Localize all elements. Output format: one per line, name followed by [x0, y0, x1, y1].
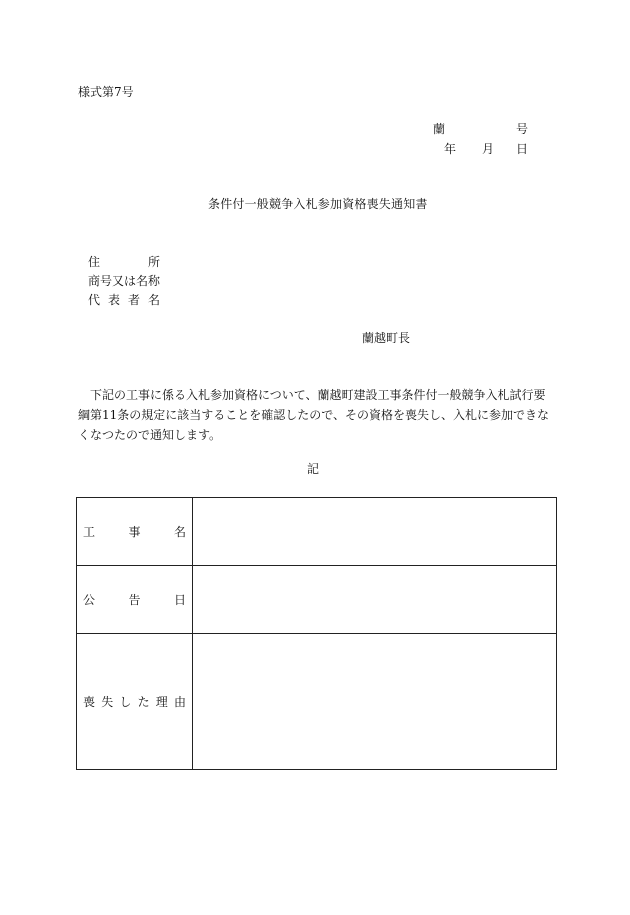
document-number-suffix: 号 [516, 122, 529, 136]
label-char: 喪 [83, 695, 96, 709]
issuer: 蘭越町長 [362, 331, 411, 345]
trade-name-label: 商号又は名称 [88, 274, 161, 288]
address-label [88, 256, 160, 268]
representative-label-char: 表 [107, 293, 120, 307]
label-char: 日 [173, 593, 186, 607]
ki-heading: 記 [307, 462, 320, 476]
address-label-char: 所 [147, 255, 160, 269]
form-number: 様式第7号 [78, 85, 134, 99]
date-month: 月 [482, 142, 495, 156]
label-char: 告 [128, 593, 141, 607]
table-row [77, 498, 557, 566]
notice-date-label [77, 566, 193, 634]
body-text: 下記の工事に係る入札参加資格について、蘭越町建設工事条件付一般競争入札試行要綱第11条の規定に該当することを確認したので、その資格を喪失し、入札に参加できなくなつたので通知します。 [78, 388, 550, 442]
label-char: 理 [155, 695, 168, 709]
construction-name-value [193, 498, 557, 566]
representative-label-char: 者 [127, 293, 140, 307]
label-char: た [137, 695, 150, 709]
label-char: 事 [128, 525, 141, 539]
date-day: 日 [516, 142, 529, 156]
label-char: 名 [173, 525, 186, 539]
address-label-char: 住 [88, 255, 101, 269]
label-char: 由 [173, 695, 186, 709]
loss-reason-label [77, 634, 193, 770]
date-year: 年 [444, 142, 457, 156]
details-table [76, 497, 557, 770]
representative-label-char: 代 [88, 293, 101, 307]
label-char: 工 [83, 525, 96, 539]
notice-date-value [193, 566, 557, 634]
table-row [77, 566, 557, 634]
representative-label [88, 294, 160, 306]
label-char: 失 [101, 695, 114, 709]
document-title: 条件付一般競争入札参加資格喪失通知書 [208, 197, 428, 211]
label-char: 公 [83, 593, 96, 607]
loss-reason-value [193, 634, 557, 770]
construction-name-label [77, 498, 193, 566]
label-char: し [119, 695, 132, 709]
table-row [77, 634, 557, 770]
representative-label-char: 名 [147, 293, 160, 307]
document-number-prefix: 蘭 [433, 122, 446, 136]
